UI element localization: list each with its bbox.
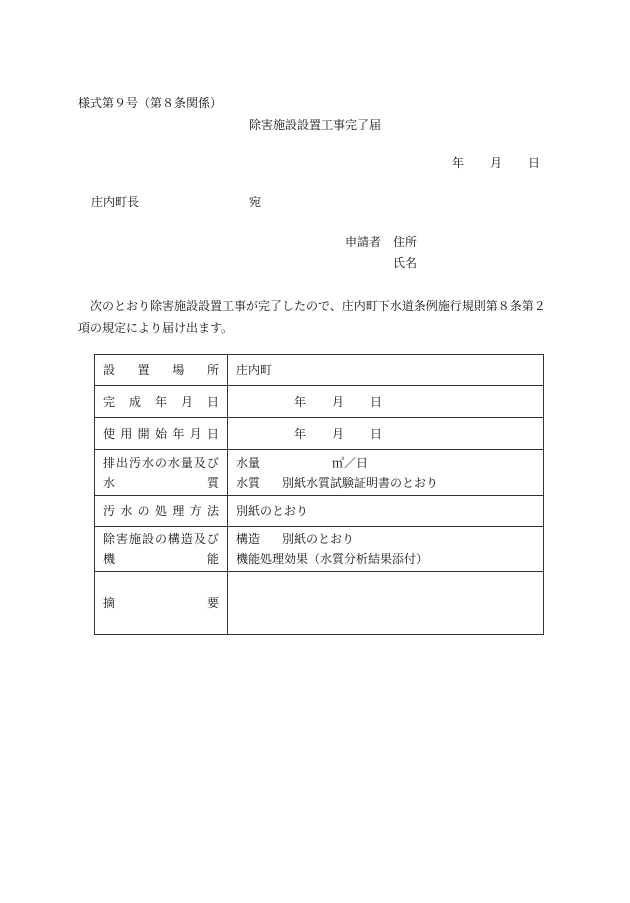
remarks-value (228, 572, 544, 635)
label-char: 開 (137, 426, 150, 441)
label-char: 汚 (128, 455, 141, 470)
label-char: 造 (180, 532, 193, 546)
label-char: び (206, 455, 219, 470)
facility-label-bottom-right: 能 (206, 552, 219, 566)
volume-unit: ㎥／日 (332, 455, 369, 470)
completion-info-table (94, 354, 544, 635)
label-char: 害 (115, 532, 128, 546)
facility-value (228, 527, 544, 572)
table-row-start (95, 418, 544, 450)
function-value: 機能処理効果（水質分析結果添付） (236, 552, 429, 566)
label-char: 排 (103, 455, 116, 470)
label-char: 設 (103, 363, 116, 377)
label-char: 用 (120, 426, 133, 441)
start-date-label-text (103, 424, 219, 444)
label-char: の (154, 455, 167, 470)
treatment-label-text (103, 501, 219, 521)
applicant-name-label: 氏名 (393, 256, 418, 270)
treatment-label (95, 496, 228, 527)
table-row-discharge (95, 450, 544, 496)
label-char: 処 (154, 504, 167, 518)
form-number: 様式第９号（第８条関係） (78, 96, 223, 110)
body-text: 次のとおり除害施設設置工事が完了したので、庄内町下水道条例施行規則第８条第２項の規定により届け出ます。 (78, 299, 546, 335)
remarks-label-left: 摘 (103, 596, 116, 610)
table-row-treatment (95, 496, 544, 527)
date-month: 月 (490, 156, 503, 170)
label-char: 年 (154, 394, 167, 409)
date-year: 年 (452, 156, 465, 170)
completion-day: 日 (370, 394, 383, 409)
facility-label-bottom-left: 機 (103, 552, 116, 566)
table-row-remarks (95, 572, 544, 635)
applicant-label: 申請者 (345, 235, 382, 249)
label-char: 方 (189, 504, 202, 518)
facility-label (95, 527, 228, 572)
label-char: び (206, 532, 219, 546)
start-month: 月 (332, 426, 345, 441)
label-char: 置 (137, 363, 150, 377)
date-day: 日 (528, 156, 541, 170)
remarks-label (95, 572, 228, 635)
label-char: 設 (141, 532, 154, 546)
label-char: 及 (193, 455, 206, 470)
label-char: 日 (206, 394, 219, 409)
discharge-label-top (103, 453, 219, 473)
location-label (95, 355, 228, 386)
completion-month: 月 (332, 394, 345, 409)
label-char: 所 (206, 363, 219, 377)
start-day: 日 (370, 426, 383, 441)
label-char: 水 (120, 504, 133, 518)
label-char: 完 (103, 394, 116, 409)
completion-date-value (228, 386, 544, 418)
label-char: 月 (180, 394, 193, 409)
addressee-suffix: 宛 (249, 195, 262, 209)
discharge-label-bottom-left: 水 (103, 475, 116, 490)
submission-date (452, 157, 540, 169)
completion-date-label-text (103, 392, 219, 412)
label-char: 汚 (103, 504, 116, 518)
start-date-label (95, 418, 228, 450)
applicant-address-label: 住所 (393, 235, 418, 249)
label-char: 理 (172, 504, 185, 518)
label-char: 使 (103, 426, 116, 441)
table-row-location (95, 355, 544, 386)
location-label-text (103, 360, 219, 380)
label-char: 年 (172, 426, 185, 441)
start-date-value (228, 418, 544, 450)
label-char: 成 (128, 394, 141, 409)
label-char: 及 (193, 532, 206, 546)
label-char: 月 (189, 426, 202, 441)
label-char: の (137, 504, 150, 518)
discharge-label-bottom-right: 質 (206, 475, 219, 490)
remarks-label-right: 要 (206, 596, 219, 610)
label-char: 法 (206, 504, 219, 518)
structure-value: 別紙のとおり (282, 532, 355, 546)
label-char: 始 (154, 426, 167, 441)
structure-label: 構造 (236, 532, 261, 546)
location-value: 庄内町 (228, 355, 544, 386)
start-year: 年 (294, 426, 307, 441)
label-char: 水 (167, 455, 180, 470)
table-row-facility (95, 527, 544, 572)
addressee-name: 庄内町長 (91, 195, 140, 209)
label-char: 施 (128, 532, 141, 546)
facility-label-top (103, 529, 219, 549)
completion-year: 年 (294, 394, 307, 409)
quality-label: 水質 (236, 475, 261, 490)
label-char: 構 (167, 532, 180, 546)
treatment-value: 別紙のとおり (228, 496, 544, 527)
completion-date-label (95, 386, 228, 418)
table-row-completion (95, 386, 544, 418)
document-title: 除害施設設置工事完了届 (248, 118, 381, 132)
discharge-label (95, 450, 228, 496)
quality-value: 別紙水質試験証明書のとおり (282, 475, 439, 490)
label-char: の (154, 532, 167, 546)
label-char: 場 (172, 363, 185, 377)
label-char: 除 (103, 532, 116, 546)
label-char: 水 (141, 455, 154, 470)
label-char: 量 (180, 455, 193, 470)
label-char: 出 (115, 455, 128, 470)
discharge-value (228, 450, 544, 496)
label-char: 日 (206, 426, 219, 441)
volume-label: 水量 (236, 455, 261, 470)
